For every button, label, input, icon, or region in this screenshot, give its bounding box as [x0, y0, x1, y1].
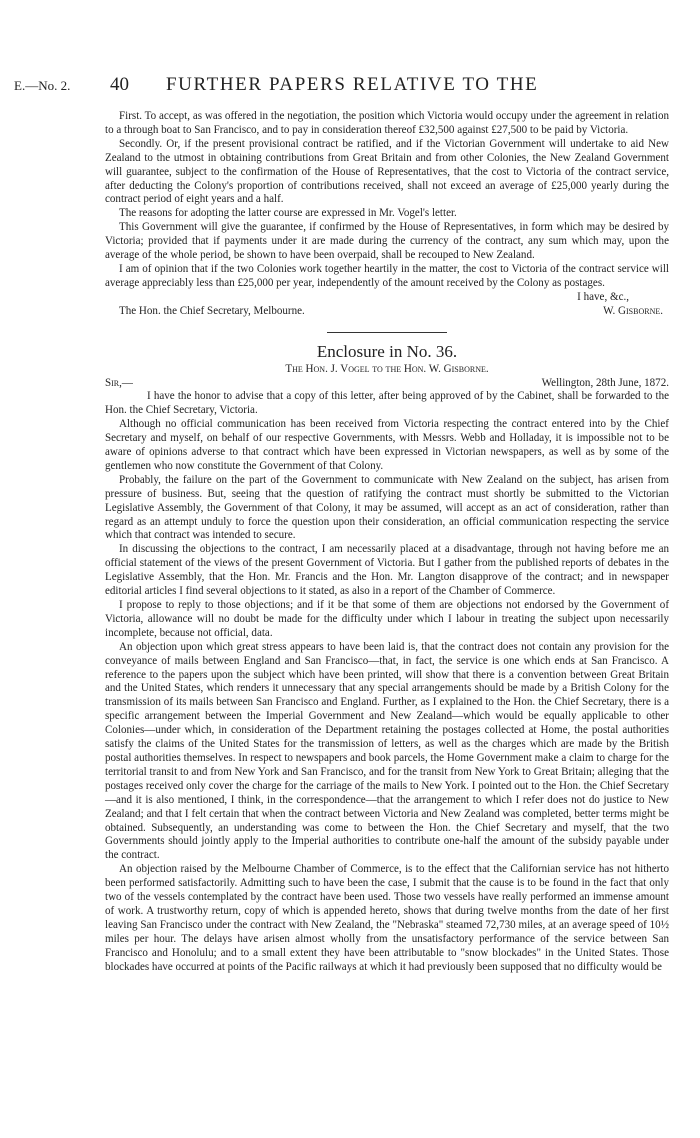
- enclosure-title: Enclosure in No. 36.: [316, 341, 458, 361]
- letter: [105, 110, 669, 319]
- enclosure-paragraph: An objection upon which great stress appears to have been laid is, that the contract does not contain any provision for the conveyance of mails between England and San Francisco—that, in fact, the service is one which ends at San Francisco. A reference to the papers upon the subject which have been printed, will show that there is a convention between Great Britain and the United States, which renders it unnecessary that any special arrangements should be made by a British Colony for the transmission of its mails between San Francisco and England. Further, as I explained to the Hon. the Chief Secretary, there is a specific arrangement between the Imperial Government and New Zealand—which would be equally applicable to other Colonies—under which, in consideration of the Department retaining the postages collected at Home, the postal authorities satisfy the claims of the United States for the transmission of letters, as well as the charges which are made by the British postal authorities themselves. In respect to newspapers and book parcels, the Home Government make a claim to charge for the territorial transit to and from New York and San Francisco, and for the transit from New York to Great Britain; alleging that the postages received only cover the charge for the carriage of the mails to New York. I pointed out to the Hon. the Chief Secretary—and it is also mentioned, I think, in the correspondence—that the arrangement to which I refer does not do justice to New Zealand; and that I felt certain that when the contract between Victoria and New Zealand was completed, better terms might be obtained. Subsequently, an understanding was come to between the Hon. the Chief Secretary and myself, that the two Governments should jointly apply to the Imperial authorities to contribute one-half the amount of the subsidy payable under the contract.: [105, 640, 669, 862]
- enclosure-subtitle: The Hon. J. Vogel to the Hon. W. Gisborne.: [285, 362, 489, 375]
- letter-closing: I have, &c.,: [577, 290, 629, 303]
- letter-paragraph: The reasons for adopting the latter course are expressed in Mr. Vogel's letter.: [119, 207, 457, 220]
- letter-addressee: The Hon. the Chief Secretary, Melbourne.: [119, 304, 305, 317]
- page-header: [14, 72, 686, 102]
- dateline: Wellington, 28th June, 1872.: [541, 376, 669, 389]
- salutation-row: [105, 377, 669, 391]
- salutation: Sir,—: [105, 376, 133, 389]
- section-divider: [327, 332, 447, 333]
- letter-closing-line: [105, 291, 669, 305]
- enclosure: [105, 341, 669, 975]
- enclosure-paragraph: An objection raised by the Melbourne Chamber of Commerce, is to the effect that the Californian service has not hitherto been performed satisfactorily. Admitting such to have been the case, I submit that the cause is to be found in the fact that only two of the vessels contemplated by the contract have been used. Those two vessels have really performed an immense amount of work. A trustworthy return, copy of which is appended hereto, shows that during twelve months from the date of her first leaving San Francisco under the contract with New Zealand, the "Nebraska" steamed 72,730 miles, at an average speed of 10½ miles per hour. The delays have arisen almost wholly from the unsatisfactory performance of the service between San Francisco and Honolulu; and to a small extent they have been attributable to "snow blockades" in the United States. Those blockades have occurred at points of the Pacific railways at which it had previously been supposed that no difficulty would be: [105, 863, 669, 973]
- enclosure-paragraph: In discussing the objections to the contract, I am necessarily placed at a disadvantage, through not having before me an official statement of the views of the present Government of Victoria. But I gather from the published reports of debates in the Legislative Assembly, that the Hon. Mr. Francis and the Hon. Mr. Langton disapprove of the contract; and in newspaper editorial articles I find several objections to it stated, as also in a report of the Chamber of Commerce.: [105, 543, 669, 598]
- enclosure-paragraph: Although no official communication has been received from Victoria respecting the contract entered into by the Chief Secretary and myself, on behalf of our respective Governments, with Messrs. Webb and Holladay, it is impossible not to be aware of opinions adverse to that contract which have been expressed in Victorian newspapers, as well as by some of the gentlemen who now constitute the Government of that Colony.: [105, 418, 669, 472]
- document-reference: E.—No. 2.: [14, 78, 71, 93]
- letter-signature: W. Gisborne.: [603, 304, 663, 317]
- enclosure-paragraph: Probably, the failure on the part of the Government to communicate with New Zealand on the subject, has arisen from pressure of business. But, seeing that the question of ratifying the contract must shortly be submitted to the Victorian Legislative Assembly, the Government of that Colony, it may be assumed, will accept as an act of consideration, rather than regard as an attempt unduly to force the question upon their consideration, an official communication respecting the service which that contract was intended to secure.: [105, 473, 669, 542]
- letter-paragraph: Secondly. Or, if the present provisional contract be ratified, and if the Victorian Government will undertake to aid New Zealand to the utmost in obtaining contributions from Great Britain and from other Colonies, the New Zealand Government will guarantee, subject to the confirmation of the House of Representatives, that the cost to Victoria of the contract service, after deducting the Colony's proportion of contributions received, shall not exceed an average of £25,000 yearly during the contract period of eight years and a half.: [105, 137, 669, 206]
- letter-paragraph: First. To accept, as was offered in the negotiation, the position which Victoria would occupy under the agreement in relation to a through boat to San Francisco, and to pay in consideration thereof £32,500 against £27,500 to be paid by Victoria.: [105, 110, 669, 136]
- page-number: 40: [110, 74, 129, 95]
- letter-signature-row: [105, 305, 669, 319]
- running-title: FURTHER PAPERS RELATIVE TO THE: [166, 74, 539, 95]
- letter-paragraph: I am of opinion that if the two Colonies work together heartily in the matter, the cost to Victoria of the contract service will average appreciably less than £25,000 per year, independently of the amount received by the Colony as postages.: [105, 262, 669, 289]
- enclosure-paragraph: I propose to reply to those objections; and if it be that some of them are objections not endorsed by the Government of Victoria, allowance will no doubt be made for the difficulty under which I labour in treating the subject upon necessarily incomplete, because not official, data.: [105, 599, 669, 639]
- letter-paragraph: This Government will give the guarantee, if confirmed by the House of Representatives, in form which may be desired by Victoria; provided that if payments under it are made during the currency of the contract, any sum which may, upon the average of the whole period, be shown to have been overpaid, shall be recouped to New Zealand.: [105, 221, 669, 262]
- page-body: [105, 110, 669, 974]
- enclosure-paragraph: I have the honor to advise that a copy of this letter, after being approved of by the Cabinet, shall be forwarded to the Hon. the Chief Secretary, Victoria.: [105, 390, 669, 417]
